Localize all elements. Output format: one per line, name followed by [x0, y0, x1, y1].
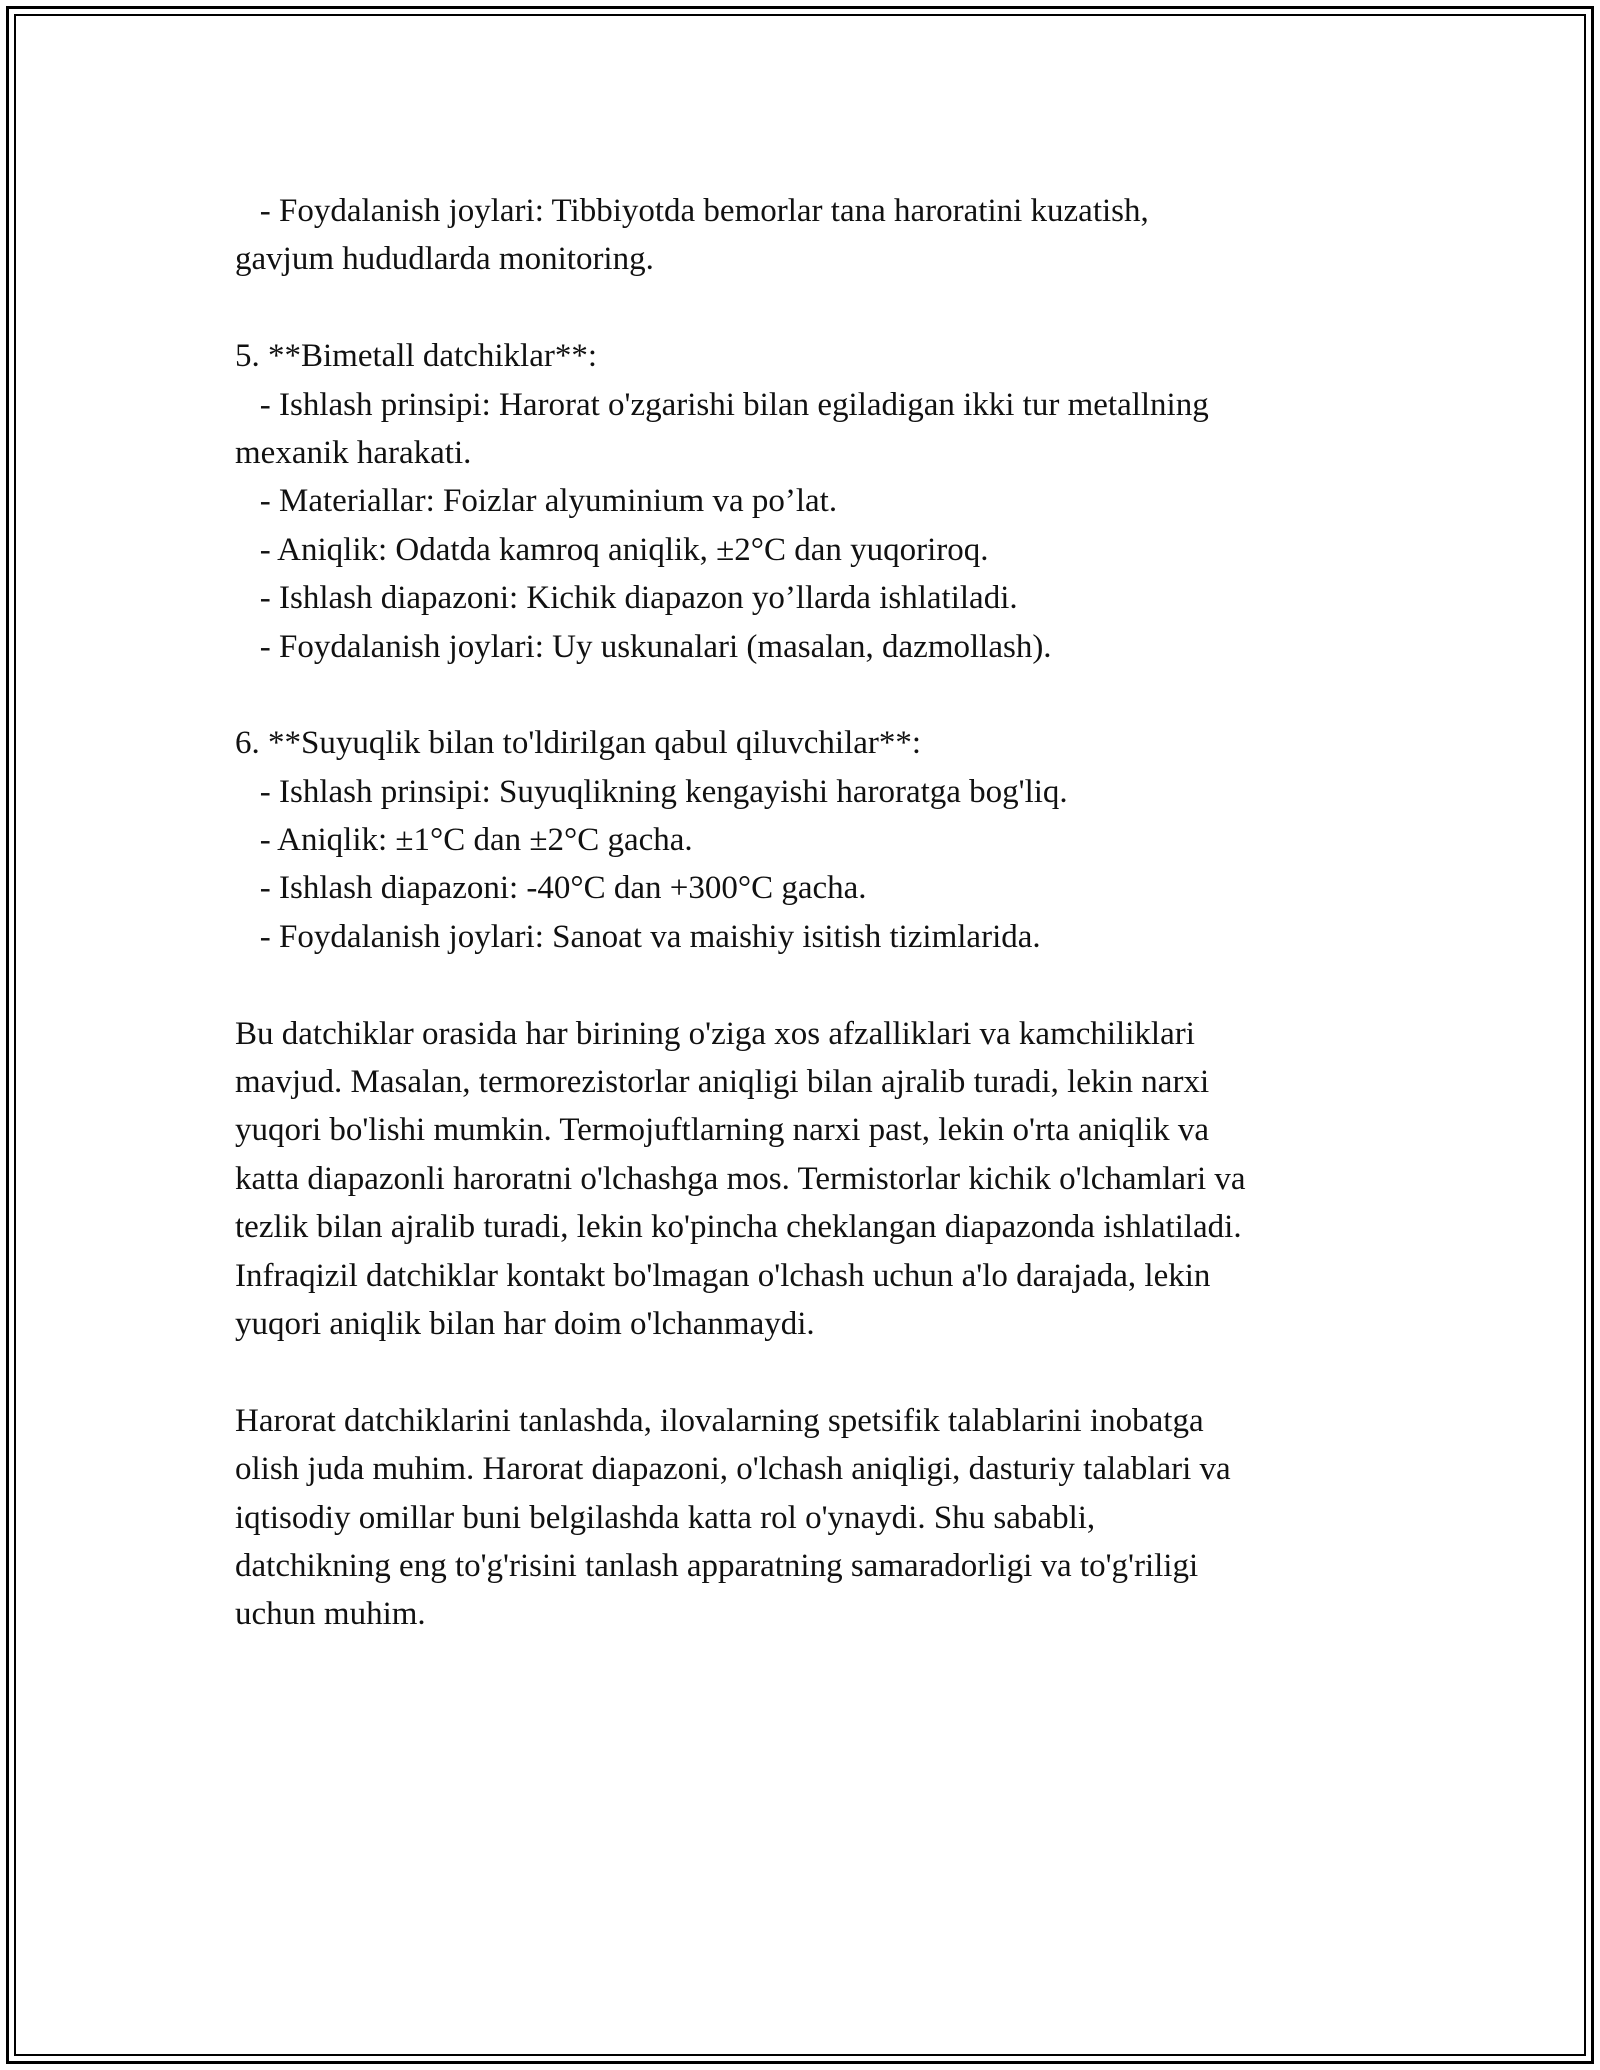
text-line: - Foydalanish joylari: Sanoat va maishiy isitish tizimlarida.: [235, 918, 1041, 955]
paragraph-gap: [235, 961, 1395, 1009]
text-line: - Foydalanish joylari: Tibbiyotda bemorlar tana haroratini kuzatish,: [235, 193, 1149, 229]
section-heading: 6. **Suyuqlik bilan to'ldirilgan qabul qiluvchilar**:: [235, 725, 922, 762]
text-line: gavjum hududlarda monitoring.: [235, 241, 654, 278]
document-body: [235, 187, 1395, 1639]
text-line: - Foydalanish joylari: Uy uskunalari (masalan, dazmollash).: [235, 628, 1052, 665]
text-line: yuqori aniqlik bilan har doim o'lchanmaydi.: [235, 1305, 815, 1342]
paragraph-gap: [235, 1348, 1395, 1396]
text-line: Harorat datchiklarini tanlashda, ilovalarning spetsifik talablarini inobatga: [235, 1402, 1204, 1439]
text-line: mexanik harakati.: [235, 434, 472, 471]
text-line: - Aniqlik: ±1°C dan ±2°C gacha.: [235, 822, 693, 859]
text-line: tezlik bilan ajralib turadi, lekin ko'pincha cheklangan diapazonda ishlatiladi.: [235, 1209, 1242, 1246]
text-line: datchikning eng to'g'risini tanlash apparatning samaradorligi va to'g'riligi: [235, 1547, 1199, 1584]
text-line: iqtisodiy omillar buni belgilashda katta rol o'ynaydi. Shu sababli,: [235, 1499, 1096, 1536]
section-heading: 5. **Bimetall datchiklar**:: [235, 338, 598, 375]
section-bimetal-sensors: [235, 332, 1395, 671]
paragraph-comparison: [235, 1010, 1395, 1349]
text-line: olish juda muhim. Harorat diapazoni, o'lchash aniqligi, dasturiy talablari va: [235, 1451, 1231, 1488]
text-line: Bu datchiklar orasida har birining o'ziga xos afzalliklari va kamchiliklari: [235, 1015, 1195, 1052]
text-line: - Materiallar: Foizlar alyuminium va po’lat.: [235, 483, 838, 520]
paragraph-selection: [235, 1397, 1395, 1639]
text-line: uchun muhim.: [235, 1596, 426, 1633]
paragraph-gap: [235, 284, 1395, 332]
text-line: - Aniqlik: Odatda kamroq aniqlik, ±2°C dan yuqoriroq.: [235, 531, 989, 568]
text-line: Infraqizil datchiklar kontakt bo'lmagan o'lchash uchun a'lo darajada, lekin: [235, 1257, 1211, 1294]
text-line: yuqori bo'lishi mumkin. Termojuftlarning narxi past, lekin o'rta aniqlik va: [235, 1112, 1210, 1149]
text-line: katta diapazonli haroratni o'lchashga mos. Termistorlar kichik o'lchamlari va: [235, 1160, 1246, 1197]
text-line: - Ishlash diapazoni: Kichik diapazon yo’llarda ishlatiladi.: [235, 580, 1018, 617]
section-liquid-filled-sensors: [235, 719, 1395, 961]
text-line: - Ishlash prinsipi: Harorat o'zgarishi bilan egiladigan ikki tur metallning: [235, 386, 1209, 423]
text-line: mavjud. Masalan, termorezistorlar aniqligi bilan ajralib turadi, lekin narxi: [235, 1064, 1210, 1101]
text-line: - Ishlash prinsipi: Suyuqlikning kengayishi haroratga bog'liq.: [235, 773, 1068, 810]
section-4-tail: [235, 187, 1395, 284]
text-line: - Ishlash diapazoni: -40°C dan +300°C gacha.: [235, 870, 867, 907]
paragraph-gap: [235, 671, 1395, 719]
